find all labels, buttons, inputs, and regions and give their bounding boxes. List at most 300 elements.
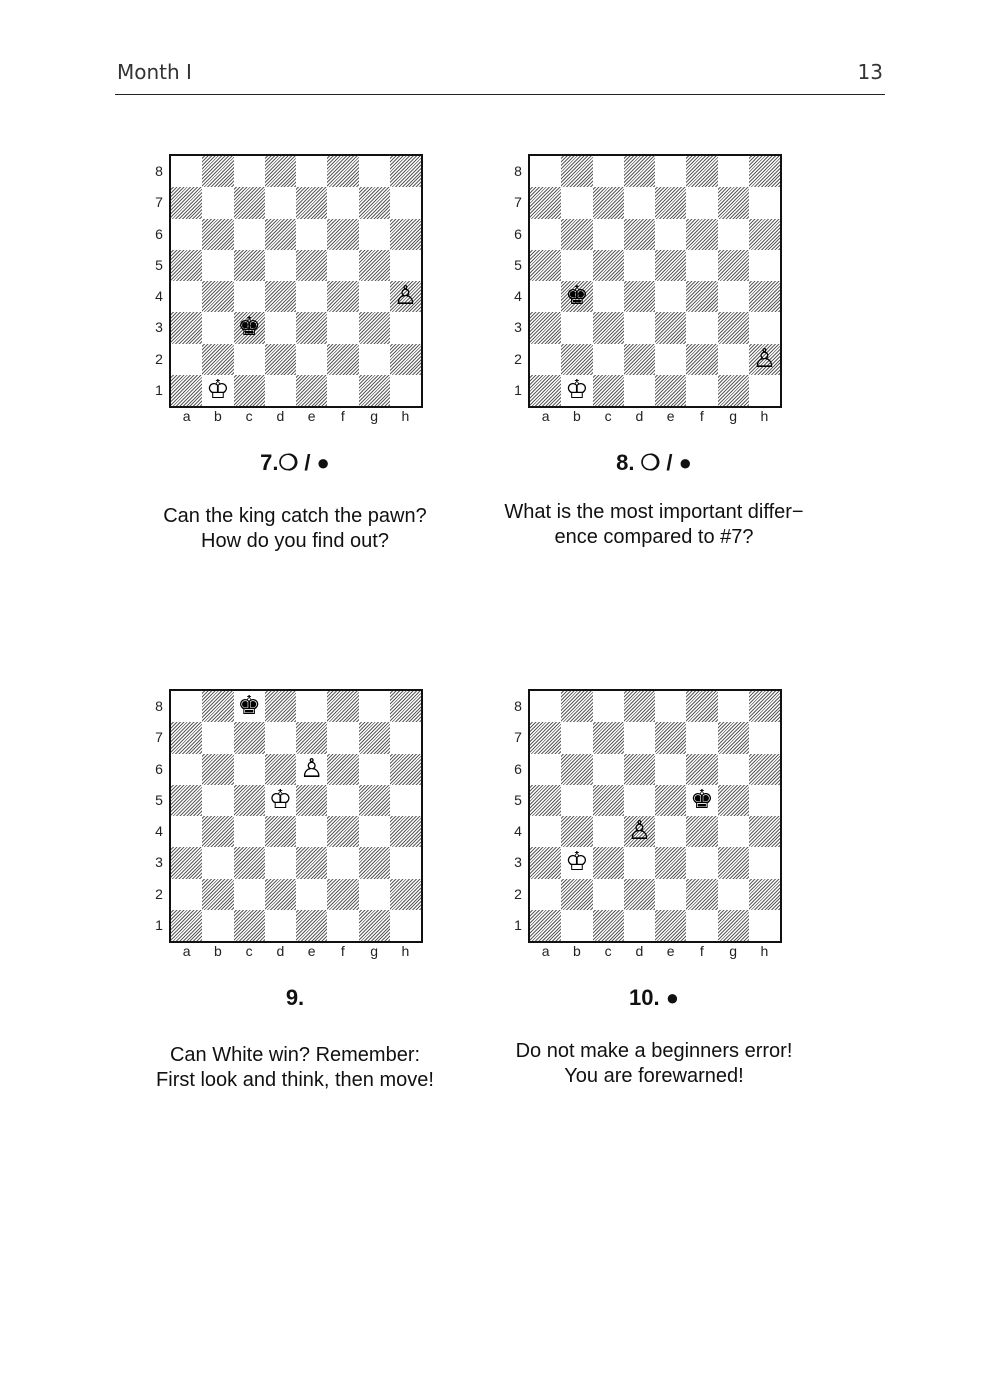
board-square [296, 250, 327, 281]
board-square [327, 785, 358, 816]
board-square [686, 250, 717, 281]
rank-label: 4 [155, 288, 163, 304]
board-square [686, 847, 717, 878]
board-square [171, 219, 202, 250]
board-square [749, 219, 780, 250]
file-label: d [276, 943, 285, 959]
rank-label: 4 [514, 288, 522, 304]
diagram-number: 8. ❍ / ● [616, 450, 692, 475]
board-square [202, 754, 233, 785]
board-square [593, 281, 624, 312]
board-square [327, 344, 358, 375]
diagram-caption [115, 504, 475, 554]
board-square [718, 722, 749, 753]
file-label: c [245, 408, 253, 424]
board-square [234, 219, 265, 250]
board-square [390, 722, 421, 753]
diagram-number: 9. [285, 985, 305, 1010]
rank-label: 1 [155, 381, 163, 398]
board-square [593, 250, 624, 281]
board-square [359, 722, 390, 753]
rank-label: 6 [514, 760, 522, 777]
file-label: a [541, 943, 550, 959]
board-square [327, 312, 358, 343]
file-label: d [635, 943, 644, 959]
board-square [327, 910, 358, 941]
board-square [296, 219, 327, 250]
board-square [686, 375, 717, 406]
board-square [561, 219, 592, 250]
board-square [202, 691, 233, 722]
board-square [327, 375, 358, 406]
board-square [327, 187, 358, 218]
board-square [593, 910, 624, 941]
board-square [561, 691, 592, 722]
file-label: f [699, 943, 704, 959]
board-square [234, 250, 265, 281]
diagram-number: 10. ● [629, 985, 679, 1010]
board-square [593, 816, 624, 847]
board-square [390, 250, 421, 281]
rank-label: 8 [514, 163, 522, 179]
caption-line: Can White win? Remember: [169, 1044, 421, 1066]
board-square [171, 187, 202, 218]
board-square [718, 312, 749, 343]
file-label: g [729, 943, 738, 959]
board-square [749, 250, 780, 281]
board-square [530, 312, 561, 343]
board-square [202, 250, 233, 281]
board-square [234, 910, 265, 941]
board-square [749, 187, 780, 218]
board-square [202, 722, 233, 753]
caption-line: Can the king catch the pawn? [163, 505, 427, 527]
board-square [327, 250, 358, 281]
board-square [624, 219, 655, 250]
board-square [359, 219, 390, 250]
board-square [655, 910, 686, 941]
board-square [202, 910, 233, 941]
caption-line: Do not make a beginners error! [515, 1040, 793, 1062]
board-square [327, 156, 358, 187]
board-square [296, 879, 327, 910]
rank-label: 1 [514, 916, 522, 933]
board-square [202, 847, 233, 878]
board-square [202, 219, 233, 250]
board-square [171, 312, 202, 343]
board-square [624, 879, 655, 910]
chess-board [528, 689, 782, 943]
rank-label: 1 [155, 916, 163, 933]
board-square [686, 312, 717, 343]
board-square [686, 910, 717, 941]
file-label: f [699, 408, 704, 424]
board-square [234, 847, 265, 878]
board-square [593, 691, 624, 722]
board-square [265, 312, 296, 343]
board-square [359, 785, 390, 816]
board-square [327, 816, 358, 847]
board-square [296, 281, 327, 312]
board-square [171, 156, 202, 187]
board-square [561, 344, 592, 375]
board-square [686, 816, 717, 847]
board-square [749, 156, 780, 187]
rank-label: 5 [155, 791, 163, 808]
board-square [718, 879, 749, 910]
board-square [624, 156, 655, 187]
diagram-caption [474, 1039, 834, 1089]
board-square [171, 910, 202, 941]
rank-label: 2 [514, 885, 522, 902]
board-square [686, 344, 717, 375]
board-square [655, 785, 686, 816]
board-square [530, 375, 561, 406]
board-square [171, 250, 202, 281]
board-square [359, 156, 390, 187]
board-square [265, 156, 296, 187]
board-square [265, 847, 296, 878]
board-square [624, 281, 655, 312]
board-square [686, 281, 717, 312]
board-square [390, 816, 421, 847]
board-square [593, 785, 624, 816]
rank-label: 6 [155, 760, 163, 777]
board-square [718, 250, 749, 281]
board-square [171, 785, 202, 816]
file-label: d [276, 408, 285, 424]
diagram-caption [115, 1043, 475, 1093]
rank-label: 2 [514, 350, 522, 367]
board-square [390, 312, 421, 343]
board-square [718, 344, 749, 375]
board-square [718, 156, 749, 187]
caption-line: First look and think, then move! [156, 1069, 434, 1091]
board-square [655, 312, 686, 343]
board-square [296, 847, 327, 878]
white-king-icon: ♔ [268, 784, 293, 815]
caption-line: How do you find out? [201, 530, 389, 552]
board-square [561, 785, 592, 816]
board-square [265, 879, 296, 910]
board-square [686, 879, 717, 910]
board-square [718, 816, 749, 847]
board-square [530, 281, 561, 312]
page-number: 13 [857, 60, 883, 84]
rank-label: 2 [155, 350, 163, 367]
board-square [718, 785, 749, 816]
board-square [530, 879, 561, 910]
board-square [234, 344, 265, 375]
board-square [234, 722, 265, 753]
board-square [202, 816, 233, 847]
rank-label: 7 [155, 194, 163, 211]
board-square [686, 187, 717, 218]
board-square [359, 250, 390, 281]
board-square [390, 156, 421, 187]
board-square [655, 691, 686, 722]
board-square [686, 156, 717, 187]
file-label: g [370, 943, 379, 959]
board-square [655, 187, 686, 218]
caption-line: You are forewarned! [564, 1065, 744, 1087]
board-square [624, 722, 655, 753]
board-square [718, 691, 749, 722]
file-label: b [572, 943, 581, 959]
rank-label: 3 [155, 319, 163, 336]
board-square [265, 816, 296, 847]
board-square [530, 847, 561, 878]
board-square [686, 754, 717, 785]
board-square [359, 312, 390, 343]
board-square [749, 722, 780, 753]
board-square [359, 816, 390, 847]
black-king-icon: ♚ [565, 281, 589, 311]
board-square [561, 187, 592, 218]
board-square [234, 156, 265, 187]
board-square [530, 722, 561, 753]
file-label: d [635, 408, 644, 424]
board-square [202, 312, 233, 343]
board-square [359, 879, 390, 910]
chess-board-area [504, 687, 834, 977]
board-square [655, 754, 686, 785]
file-label: f [340, 943, 345, 959]
black-king-icon: ♚ [237, 312, 261, 343]
file-label: c [604, 943, 612, 959]
board-square [202, 187, 233, 218]
board-square [171, 754, 202, 785]
rank-label: 5 [155, 256, 163, 273]
chess-board-area [145, 152, 475, 442]
board-square [749, 910, 780, 941]
board-square [265, 344, 296, 375]
board-square [296, 785, 327, 816]
chess-board-area [145, 687, 475, 977]
board-square [171, 879, 202, 910]
white-king-icon: ♔ [565, 847, 589, 878]
board-square [265, 375, 296, 406]
white-king-icon: ♔ [565, 374, 589, 405]
file-label: g [729, 408, 738, 424]
board-square [561, 312, 592, 343]
board-square [390, 375, 421, 406]
rank-label: 8 [155, 163, 163, 179]
rank-label: 7 [514, 729, 522, 746]
board-square [593, 312, 624, 343]
board-square [202, 281, 233, 312]
board-square [296, 187, 327, 218]
board-square [390, 691, 421, 722]
board-square [561, 879, 592, 910]
chess-board [169, 154, 423, 408]
board-square [359, 281, 390, 312]
board-square [296, 722, 327, 753]
board-square [655, 250, 686, 281]
board-square [296, 910, 327, 941]
board-square [561, 722, 592, 753]
rank-label: 6 [514, 225, 522, 242]
rank-label: 2 [155, 885, 163, 902]
board-square [359, 910, 390, 941]
file-label: b [213, 408, 222, 424]
chess-board [528, 154, 782, 408]
board-square [171, 691, 202, 722]
rank-label: 1 [514, 381, 522, 398]
file-label: e [666, 943, 675, 959]
board-square [265, 754, 296, 785]
board-square [390, 344, 421, 375]
board-square [593, 375, 624, 406]
board-square [234, 375, 265, 406]
board-square [234, 281, 265, 312]
white-pawn-icon: ♙ [627, 816, 652, 846]
board-square [749, 847, 780, 878]
board-square [530, 344, 561, 375]
board-square [530, 219, 561, 250]
board-square [530, 910, 561, 941]
file-label: b [572, 408, 581, 424]
board-square [624, 375, 655, 406]
board-square [655, 816, 686, 847]
board-square [296, 375, 327, 406]
rank-label: 4 [514, 823, 522, 839]
board-square [171, 344, 202, 375]
board-square [265, 722, 296, 753]
board-square [749, 312, 780, 343]
board-square [327, 754, 358, 785]
board-square [359, 344, 390, 375]
rank-label: 7 [155, 729, 163, 746]
board-square [359, 847, 390, 878]
file-label: e [666, 408, 675, 424]
board-square [327, 281, 358, 312]
board-square [234, 187, 265, 218]
file-label: c [245, 943, 253, 959]
caption-line: What is the most important differ− [504, 501, 804, 523]
board-square [265, 281, 296, 312]
board-square [718, 754, 749, 785]
file-label: h [401, 408, 410, 424]
board-square [296, 312, 327, 343]
board-square [593, 187, 624, 218]
board-square [593, 754, 624, 785]
rank-label: 3 [514, 319, 522, 336]
rank-label: 3 [155, 854, 163, 871]
file-label: a [182, 943, 191, 959]
board-square [265, 187, 296, 218]
board-square [655, 722, 686, 753]
board-square [171, 281, 202, 312]
board-square [561, 910, 592, 941]
board-square [655, 219, 686, 250]
board-square [390, 879, 421, 910]
rank-label: 8 [514, 698, 522, 714]
white-pawn-icon: ♙ [299, 753, 324, 784]
board-square [327, 847, 358, 878]
chess-board-area [504, 152, 834, 442]
board-square [624, 250, 655, 281]
board-square [327, 879, 358, 910]
board-square [655, 156, 686, 187]
board-square [749, 879, 780, 910]
file-label: h [760, 408, 769, 424]
file-label: g [370, 408, 379, 424]
board-square [390, 219, 421, 250]
board-square [390, 187, 421, 218]
board-square [234, 816, 265, 847]
board-square [202, 879, 233, 910]
file-label: e [307, 943, 316, 959]
board-square [530, 187, 561, 218]
board-square [624, 691, 655, 722]
board-square [530, 156, 561, 187]
board-square [265, 691, 296, 722]
board-square [561, 250, 592, 281]
board-square [593, 847, 624, 878]
board-square [718, 910, 749, 941]
chapter-title: Month I [117, 60, 192, 84]
board-square [327, 219, 358, 250]
board-square [390, 754, 421, 785]
board-square [593, 219, 624, 250]
board-square [296, 816, 327, 847]
rank-label: 4 [155, 823, 163, 839]
file-label: h [760, 943, 769, 959]
white-pawn-icon: ♙ [752, 343, 777, 374]
board-square [718, 375, 749, 406]
white-pawn-icon: ♙ [393, 281, 418, 311]
board-square [390, 785, 421, 816]
board-square [655, 281, 686, 312]
rank-label: 6 [155, 225, 163, 242]
board-square [624, 910, 655, 941]
board-square [561, 156, 592, 187]
board-square [718, 187, 749, 218]
file-label: a [541, 408, 550, 424]
file-label: f [340, 408, 345, 424]
board-square [359, 375, 390, 406]
board-square [202, 344, 233, 375]
board-square [624, 187, 655, 218]
board-square [390, 847, 421, 878]
board-square [530, 691, 561, 722]
board-square [530, 250, 561, 281]
board-square [234, 879, 265, 910]
board-square [655, 375, 686, 406]
rank-label: 5 [514, 791, 522, 808]
white-king-icon: ♔ [206, 374, 230, 405]
chess-board [169, 689, 423, 943]
board-square [624, 847, 655, 878]
diagram-caption [474, 500, 834, 550]
board-square [655, 344, 686, 375]
board-square [593, 879, 624, 910]
black-king-icon: ♚ [237, 691, 261, 721]
board-square [296, 344, 327, 375]
board-square [561, 754, 592, 785]
board-square [202, 156, 233, 187]
rank-label: 5 [514, 256, 522, 273]
board-square [234, 754, 265, 785]
file-label: b [213, 943, 222, 959]
board-square [749, 754, 780, 785]
board-square [749, 281, 780, 312]
board-square [624, 344, 655, 375]
board-square [561, 816, 592, 847]
board-square [655, 847, 686, 878]
rank-label: 7 [514, 194, 522, 211]
